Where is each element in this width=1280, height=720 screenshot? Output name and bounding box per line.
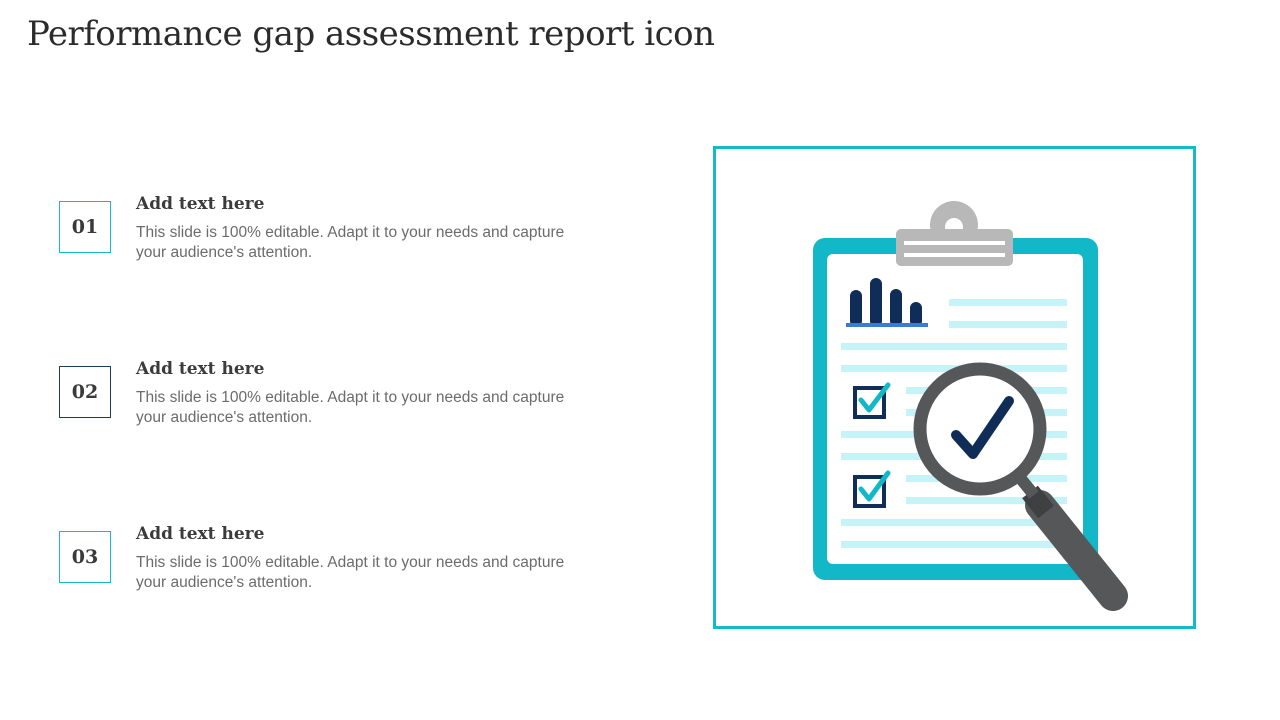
list-item	[59, 524, 599, 601]
clipboard-magnifier-checkmark-icon	[716, 149, 1193, 626]
list-item	[59, 194, 599, 271]
list-item	[59, 359, 599, 436]
item-number-box: 02	[59, 366, 111, 418]
item-number-box: 03	[59, 531, 111, 583]
slide-title: Performance gap assessment report icon	[27, 14, 715, 54]
item-heading: Add text here	[136, 194, 265, 214]
item-body-text: This slide is 100% editable. Adapt it to your needs and capture your audience's attention.	[136, 554, 565, 591]
item-number-box: 01	[59, 201, 111, 253]
item-heading: Add text here	[136, 359, 265, 379]
clipboard-clip-icon	[896, 229, 1013, 266]
item-heading: Add text here	[136, 524, 265, 544]
illustration-frame	[713, 146, 1196, 629]
item-body-text: This slide is 100% editable. Adapt it to your needs and capture your audience's attention.	[136, 389, 565, 426]
item-body-text: This slide is 100% editable. Adapt it to your needs and capture your audience's attention.	[136, 224, 565, 261]
